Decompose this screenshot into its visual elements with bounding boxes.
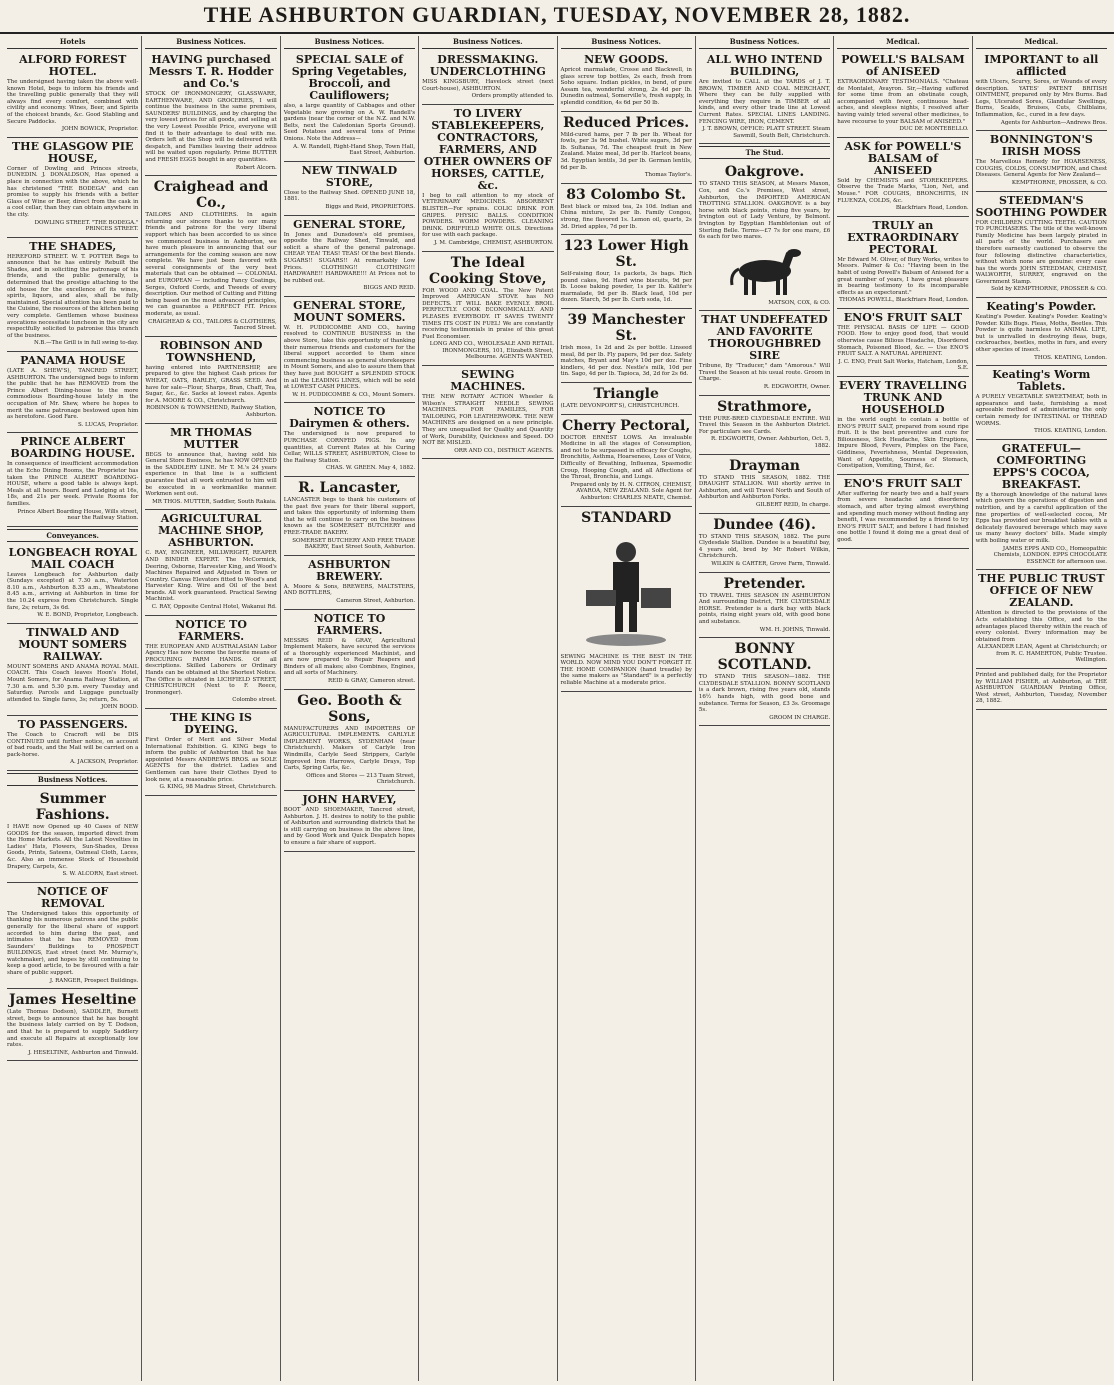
- ad-body: with Ulcers, Scurvy, Sores, or Wounds of every description. YATES' PATENT BRITISH OINTMENT, prepared only by Mrs Burns. Bad Legs, Ulcerated Sores, Glandular Swellings, Burns, Scalds, Bruises, Cuts, Chilblains, Inflammation, &c., cured in a few days.: [975, 79, 1107, 118]
- ad-body: TAILORS AND CLOTHIERS. In again returning our sincere thanks to our many friends and patrons for the very liberal support which has been accorded to us since we commenced business in Ashburton, we have much pleasure in announcing that our arrangements for the coming season are now complete. We have just been favored with several consignments of the very best materials that can be obtained — COLONIAL and EUROPEAN — including Fancy Coatings, Serges, Oxford Cords, and Tweeds of every description. Our method of Cutting and Fitting being based on the most advanced principles, we can guarantee a PERFECT FIT. Prices moderate, as usual.: [145, 212, 277, 318]
- ad-body: Tribune, By "Traducer," dam "Amorous." Will Travel the Season at his usual route. Groom in Charge.: [698, 363, 831, 383]
- ad-title: James Heseltine: [9, 992, 137, 1009]
- ad-body: BEGS to announce that, having sold his General Store Business, he has NOW OPENED in the SADDLERY LINE. Mr T. M.'s 24 years experience in that line is a sufficient guarantee that all work entrusted to him will be executed in a workmanlike manner. Workmen sent out.: [145, 451, 277, 498]
- ad-body: THE EUROPEAN AND AUSTRALASIAN Labor Agency Has now become the favorite means of PROCURING FARM HANDS. Of all descriptions. Skilled Laborers or Ordinary Hands can be obtained at the Shortest Notice. The Office is situated in LICHFIELD STREET, CHRISTCHURCH (Next to F. Reece, Ironmonger).: [145, 643, 277, 696]
- ad-title: Drayman: [729, 457, 800, 474]
- ad-title: Dundee (46).: [713, 516, 816, 533]
- ad-signature: THOS. KEATING, London.: [1034, 354, 1107, 361]
- advertisement: [284, 690, 415, 791]
- ad-title: ASK for POWELL'S BALSAM of ANISEED: [844, 139, 962, 177]
- ad-signature: JAMES EPPS AND CO., Homeopathic Chemists, LONDON. EPPS CHOCOLATE ESSENCE for afternoon use.: [993, 545, 1107, 565]
- ad-signature: LONG AND CO., WHOLESALE AND RETAIL IRONMONGERS, 101, Elizabeth Street, Melbourne. AGENTS WANTED.: [429, 341, 554, 361]
- column-header: Business Notices.: [699, 36, 830, 49]
- column-header: Medical.: [976, 36, 1107, 49]
- advertisement: [422, 105, 553, 252]
- horse-illustration: [720, 243, 810, 298]
- ad-title: THE PUBLIC TRUST OFFICE OF NEW ZEALAND.: [978, 572, 1105, 610]
- ad-body: Attention is directed to the provisions of the Acts establishing this Office, and to the advantages placed thereby within the reach of every colonist. Every information may be obtained from: [975, 610, 1107, 643]
- advertisement: [699, 573, 830, 639]
- ad-title: Pretender.: [723, 575, 806, 592]
- advertisement: [7, 138, 138, 238]
- ad-title: NOTICE TO FARMERS.: [175, 617, 247, 643]
- ad-signature: J. M. Cambridge, CHEMIST, ASHBURTON.: [434, 239, 554, 246]
- column-6: [696, 36, 834, 1381]
- ad-body: MESSRS REID & GRAY, Agricultural Implement Makers, have secured the services of a thoroughly experienced Machinist, and are now prepared to Repair Reapers and Binders of all makes; also Combines, Engines, and all sorts of Machinery.: [283, 637, 416, 677]
- ad-body: A. Moore & Sons, BREWERS, MALTSTERS, AND BOTTLERS,: [283, 583, 416, 597]
- ad-body: DOCTOR ERNEST LOWS. An invaluable Medicine in all the stages of Consumption, and not to be surpassed in efficacy for Coughs, Bronchitis, Asthma, Hoarseness, Loss of Voice, Difficulty of Breathing, Influenza, Spasmodic Croup, Hooping Cough, and all Affections of the Throat, Bronchia, and Lungs.: [560, 434, 692, 481]
- advertisement: [422, 252, 553, 367]
- ad-title: DRESSMAKING. UNDERCLOTHING: [429, 53, 546, 78]
- ad-title: SEWING MACHINES.: [450, 368, 526, 394]
- advertisement: [7, 624, 138, 716]
- ad-body: EXTRAORDINARY TESTIMONIALS. "Chateau de Montalet, Avayron. Sir,—Having suffered for some time from an obstinate cough, accompanied with fever, continuous head-aches, and sleepless nights, I resolved after having vainly tried several other medicines, to have recourse to your BALSAM of ANISEED.": [837, 79, 969, 125]
- ad-title: Strathmore,: [717, 398, 813, 415]
- ad-title: THE SHADES,: [29, 239, 117, 253]
- advertisement: [422, 51, 553, 105]
- ad-title: GENERAL STORE, MOUNT SOMERS.: [293, 298, 406, 324]
- ad-body: C. RAY, ENGINEER, MILLWRIGHT, REAPER AND BINDER EXPERT. The McCormick, Deering, Osborne, Harvester King, and Wood's Machines Repaired and Adjusted in Town or Country. Canvas Elevators fitted to Wood's and Harvester King. Wire and Oil of the best brands. All work guaranteed. Practical Sewing Machinist.: [145, 550, 277, 603]
- ad-body: TO STAND THIS SEASON, 1882. THE DRAUGHT STALLION. Will shortly arrive in Ashburton, and will Travel North and South of Ashburton and Ashburton Forks.: [698, 474, 831, 501]
- ad-title: LONGBEACH ROYAL MAIL COACH: [8, 545, 137, 571]
- ad-signature: DUC DE MONTEBELLO.: [899, 126, 969, 133]
- ad-signature: A. JACKSON, Proprietor.: [70, 759, 139, 766]
- advertisement: [7, 544, 138, 624]
- ad-signature: JOHN BOOD.: [101, 704, 139, 711]
- ad-body: Are invited to CALL at the YARDS of J. T. BROWN, TIMBER AND COAL MERCHANT, Where they can be fully supplied with everything they require in TIMBER of all kinds, and every other trade line at Lowest Current Rates. SPECIAL LINES LANDING. FENCING WIRE, IRON, CEMENT.: [698, 79, 831, 125]
- ad-title: ENO'S FRUIT SALT: [843, 310, 963, 324]
- ad-signature: ORR AND CO., DISTRICT AGENTS.: [454, 447, 554, 454]
- ad-signature: Prepared only by H. N. CITRON, CHEMIST, AVAROA, NEW ZEALAND. Sole Agent for Ashburton: CHARLES NEATE, Chemist.: [570, 481, 692, 501]
- ad-title: 83 Colombo St.: [566, 186, 687, 203]
- advertisement: [561, 415, 692, 507]
- ad-signature: KEMPTHORNE, PROSSER, & CO.: [1011, 179, 1107, 186]
- ad-body: THE NEW ROTARY ACTION Wheeler & Wilson's STRAIGHT NEEDLE SEWING MACHINES. FOR FAMILIES, FOR TAILORING, FOR LEATHERWORK. THE NEW MACHINES are designed on a new principle. They are unequalled for Quality and Quantity of Work, Durability, Quickness and Speed. DO NOT BE MISLED.: [422, 394, 554, 447]
- ad-title: AGRICULTURAL MACHINE SHOP, ASHBURTON.: [158, 512, 264, 550]
- ad-title: BONNY SCOTLAND.: [717, 641, 812, 674]
- ad-title: STANDARD: [581, 509, 672, 526]
- advertisement: [284, 556, 415, 610]
- advertisement: [976, 366, 1107, 440]
- ad-title: PRINCE ALBERT BOARDING HOUSE.: [10, 435, 135, 461]
- ad-body: Corner of Dowling and Princes streets, DUNEDIN. J. DONALDSON, Has opened a place in connection with the above, which he has christened "THE BODEGA" and can promise to supply his friends with a better Glass of Wine or Beer, direct from the cask in a cool cellar, than they can obtain anywhere in the city.: [7, 165, 139, 218]
- ad-body: MANUFACTURERS AND IMPORTERS OF AGRICULTURAL IMPLEMENTS. CARLYLE IMPLEMENT WORKS, SYDENHAM (near Christchurch). Makers of Carlyle Iron Windmills, Carlyle Seed Strippers, Carlyle Improved Iron Harrows, Carlyle Drays, Top Carts, Spring Carts, &c.: [283, 725, 416, 772]
- ad-title: ROBINSON AND TOWNSHEND,: [159, 338, 263, 364]
- ad-body: Self-raising flour, 1s packets, 3s bags. Rich pound cakes, 9d. Hard wine biscuits, 9d per lb. Loose baking powder, 1s per lb. Kalifer's marmalade, 9d per lb. Black lead, 10d per dozen. Starch, 5d per lb. Curb soda, 1d.: [560, 271, 692, 304]
- column-header: Medical.: [837, 36, 968, 49]
- advertisement: [7, 51, 138, 138]
- advertisement: [284, 51, 415, 162]
- ad-body: A PURELY VEGETABLE SWEETMEAT, both in appearance and taste, furnishing a most agreeable method of administering the only certain remedy for INTESTINAL or THREAD WORMS.: [975, 394, 1107, 427]
- advertisement: [561, 309, 692, 383]
- ad-body: After suffering for nearly two and a half years from severe headache and disordered stomach, and after trying almost everything and spending much money without finding any benefit, I was recommended by a friend to try ENO'S FRUIT SALT, and before I had finished one bottle I found it doing me a great deal of good.: [837, 490, 969, 543]
- ad-signature: W. E. BOND, Proprietor, Longbeach.: [37, 612, 139, 619]
- advertisement: [7, 352, 138, 433]
- advertisement: [561, 383, 692, 415]
- advertisement: [837, 138, 968, 217]
- column-8: [973, 36, 1110, 1381]
- ad-body: The Marvellous Remedy for HOARSENESS, COUGHS, COLDS, CONSUMPTION, and Chest Diseases. General Agents for New Zealand—: [975, 159, 1107, 179]
- advertisement: [145, 337, 276, 424]
- ad-title: ALFORD FOREST HOTEL.: [19, 53, 127, 78]
- ad-title: Keating's Powder.: [986, 300, 1097, 314]
- advertisement: [145, 176, 276, 337]
- ad-title: ALL WHO INTEND BUILDING,: [706, 53, 823, 78]
- advertisement: [145, 616, 276, 709]
- ad-signature: REID & GRAY, Cameron street.: [327, 678, 416, 685]
- ad-body: Keating's Powder. Keating's Powder. Keating's Powder. Kills Bugs. Fleas, Moths, Beetles. This Powder is quite harmless to ANIMAL LIFE, but is unrivalled in destroying fleas, bugs, cockroaches, beetles, moths in furs, and every other species of insect.: [975, 314, 1107, 354]
- ad-title: Triangle: [593, 386, 659, 403]
- advertisement: [7, 716, 138, 771]
- advertisement: [284, 297, 415, 404]
- ad-signature: Robert Alcorn.: [235, 164, 277, 171]
- ad-title: MR THOMAS MUTTER: [170, 425, 253, 451]
- ad-title: 123 Lower High St.: [563, 238, 689, 271]
- column-4: [419, 36, 557, 1381]
- man-with-sewing-machine-illustration: [571, 530, 681, 650]
- ad-signature: CHAS. W. GREEN. May 4, 1882.: [325, 465, 416, 472]
- ad-title: Craighead and Co.,: [153, 179, 269, 212]
- advertisement: [699, 514, 830, 573]
- ad-body: Printed and published daily, for the Proprietor by WILLIAM FISHER, at Ashburton, at THE ASHBURTON GUARDIAN Printing Office, West street, Ashburton, Tuesday, November 28, 1882.: [975, 672, 1107, 705]
- ad-signature: Biggs and Reid, PROPRIETORS.: [325, 203, 416, 210]
- ad-body: having entered into PARTNERSHIP, are prepared to give the highest Cash prices for WHEAT, OATS, BARLEY, GRASS SEED. And have for sale—Flour, Sharps, Bran, Chaff, Tea, Sugar, &c., &c. Sacks at lowest rates. Agents for A. MOORE & CO., Christchurch.: [145, 364, 277, 404]
- ad-signature: J. T. BROWN, OFFICE: PLATT STREET. Steam Sawmill, South Belt, Christchurch.: [702, 126, 831, 139]
- ad-signature: MATSON, COX, & CO.: [768, 299, 831, 306]
- ad-signature: Colombo street.: [232, 697, 277, 704]
- ad-title: TO LIVERY STABLEKEEPERS, CONTRACTORS, FARMERS, AND OTHER OWNERS OF HORSES, CATTLE, &c.: [423, 106, 552, 192]
- ad-signature: Thomas Taylor's.: [644, 172, 692, 179]
- ad-signature: WILKIN & CARTER, Grove Farm, Tinwald.: [711, 560, 831, 567]
- ad-signature: A. W. Randell, Right-Hand Shop, Town Hall, East Street, Ashburton.: [293, 143, 416, 157]
- ad-signature: Sold by KEMPTHORNE, PROSSER & CO.: [991, 286, 1107, 293]
- ad-body: First Order of Merit and Silver Medal International Exhibition. G. KING begs to inform the public of Ashburton that he has appointed Messrs ANDREWS BROS. as SOLE AGENTS for the district. Ladies and Gentlemen can have their Clothes Dyed to look new, at a reasonable price.: [145, 737, 277, 783]
- column-2: [142, 36, 280, 1381]
- ad-signature: R. EDGWORTH, Owner. Ashburton, Oct. 5, 1882.: [710, 436, 831, 450]
- column-header: Business Notices.: [284, 36, 415, 49]
- ad-signature: Offices and Stores — 213 Tuam Street, Christchurch.: [306, 772, 416, 786]
- ad-body: Irish moss, 1s 2d and 2s per bottle. Linseed meal, 8d per lb. Fly papers, 9d per doz. Safety matches, Bryant and May's 10d per doz. Fine kindlers, 4d per doz. Nestle's milk, 10d per tin. Sago, 4d per lb. Tapioca, 3d, 2d for 2s 6d.: [560, 345, 692, 378]
- advertisement: [699, 311, 830, 395]
- advertisement: [699, 396, 830, 455]
- ad-title: Oakgrove.: [724, 164, 805, 181]
- ad-title: NOTICE TO Dairymen & others.: [289, 405, 410, 431]
- advertisement: [561, 112, 692, 184]
- column-3: [281, 36, 419, 1381]
- advertisement: [7, 238, 138, 352]
- ad-body: Apricot marmalade, Crosse and Blackwell, in glass screw top bottles, 2s each, fresh from Soho square. Indian pickles, in bend, of pure Assam tea, wonderful strong, 2s 4d per lb. Dunedin oatmeal, Somerville's, fresh supply, in splendid condition, 4s 6d per 50 lb.: [560, 67, 692, 106]
- ad-signature: S. LUCAS, Proprietor.: [77, 421, 139, 428]
- advertisement: [976, 669, 1107, 710]
- ad-signature: Agents for Ashburton—Andrews Bros.: [1000, 119, 1107, 126]
- ad-signature: Blackfriars Road, London.: [895, 205, 969, 212]
- advertisement: [7, 788, 138, 883]
- ad-title: ENO'S FRUIT SALT: [843, 476, 963, 490]
- ad-signature: DOWLING STREET. "THE BODEGA." PRINCES STREET.: [34, 219, 139, 233]
- ad-title: NEW GOODS.: [584, 53, 669, 66]
- ad-title: NOTICE OF REMOVAL: [37, 884, 109, 910]
- advertisement: [561, 51, 692, 112]
- ad-signature: THOS. KEATING, London.: [1034, 428, 1107, 435]
- advertisement: [976, 570, 1107, 669]
- ad-title: IMPORTANT to all afflicted: [984, 53, 1099, 78]
- section-heading: Conveyances.: [7, 529, 138, 542]
- advertisement: [284, 610, 415, 690]
- ad-signature: G. KING, 98 Madras Street, Christchurch.: [159, 784, 277, 791]
- ad-body: FOR WOOD AND COAL. The New Patent Improved AMERICAN STOVE has NO DEFECTS. IT WILL BAKE EVENLY. BROIL PERFECTLY. COOK ECONOMICALLY. AND PLEASES EVERYBODY. IT SAVES TWENTY TIMES ITS COST IN FUEL! We are constantly receiving testimonials in praise of this great Fuel Economiser.: [422, 287, 554, 340]
- ad-signature: J. RANGER, Prospect Buildings.: [49, 977, 139, 984]
- ad-body: I HAVE now Opened up 40 Cases of NEW GOODS for the season, imported direct from the Home Markets. All the Latest Novelties in Ladies' Hats, Flowers, Sun-Shades, Dress Goods, Prints, Sateens, Oatmeal Cloth, Laces, &c. Also an immense Stock of Household Drapery, Carpets, &c.: [7, 823, 139, 870]
- ad-signature: C. RAY, Opposite Central Hotel, Wakanui Rd.: [151, 604, 277, 611]
- ad-body: In consequence of insufficient accommodation at the Echo Dining Rooms, the Proprietor has taken the PRINCE ALBERT BOARDING-HOUSE, where a good table is always kept. Meals at all hours. Board and Lodging at 16s, 18s, and 21s per week. Private Rooms for families.: [7, 461, 139, 507]
- ad-signature: WM. H. JOHNS, Tinwald.: [759, 626, 831, 633]
- ad-title: Cherry Pectoral,: [562, 417, 691, 434]
- advertisement: [976, 131, 1107, 191]
- ad-signature: Orders promptly attended to.: [471, 93, 554, 100]
- column-header: Hotels: [7, 36, 138, 49]
- section-heading: Business Notices.: [7, 773, 138, 786]
- column-header: Business Notices.: [422, 36, 553, 49]
- ad-body: (Late Thomas Dodson), SADDLER, Burnett street, begs to announce that he has bought the business lately carried on by T. Dodson, and that he is prepared to supply Saddlery and execute all Repairs at exceptionally low rates.: [7, 1009, 139, 1049]
- ad-body: W. H. PUDDICOMBE AND CO., having resolved to CONTINUE BUSINESS in the above Store, take this opportunity of thanking their numerous friends and customers for the liberal support accorded to them since commencing business as general storekeepers in Mount Somers, and also to assure them that they have just BOUGHT a SPLENDID STOCK in all the LEADING LINES, which will be sold at LOWEST CASH PRICES.: [283, 324, 416, 391]
- column-header: Business Notices.: [561, 36, 692, 49]
- ad-title: THAT UNDEFEATED AND FAVORITE THOROUGHBRED SIRE: [701, 313, 828, 363]
- ad-title: GRATEFUL—COMFORTING EPPS'S COCOA, BREAKFAST.: [992, 441, 1090, 491]
- advertisement: [561, 184, 692, 235]
- ad-body: MISS KINGSBURY, Havelock street (next Court-house), ASHBURTON.: [422, 79, 554, 92]
- ad-title: SPECIAL SALE of Spring Vegetables, Broccoli, and Cauliflowers;: [291, 53, 408, 102]
- ad-signature: JOHN BOWICK, Proprietor.: [61, 126, 139, 133]
- advertisement: [7, 989, 138, 1061]
- ad-title: TRULY an EXTRAORDINARY PECTORAL: [847, 218, 959, 256]
- ad-body: The Undersigned takes this opportunity of thanking his numerous patrons and the public generally for the liberal share of support accorded to him during the past, and intimates that he has REMOVED from Saunders' Buildings to PROSPECT BUILDINGS, East street (next Mr. Murray's, watchmaker), and hopes by still continuing to keep a good article, to be favoured with a fair share of public support.: [7, 910, 139, 977]
- advertisement: [145, 424, 276, 511]
- ad-body: LANCASTER begs to thank his customers of the past five years for their liberal support, and takes this opportunity of informing them that he will continue to carry on the business known as the SOMERSET BUTCHERY and FREE-TRADE BAKERY.: [283, 496, 416, 536]
- ad-signature: GROOM IN CHARGE.: [769, 714, 831, 721]
- advertisement: [976, 440, 1107, 571]
- advertisement: [699, 455, 830, 514]
- column-7: [834, 36, 972, 1381]
- ad-body: The undersigned having taken the above well-known Hotel, begs to inform his friends and the travelling public generally that they will always find every comfort, combined with civility and economy. Wines, Beer, and Spirits of the choicest brands, &c. Good Stabling and Secure Paddocks.: [7, 79, 139, 125]
- ad-title: ASHBURTON BREWERY.: [308, 557, 391, 583]
- ad-signature: ROBINSON & TOWNSHEND, Railway Station, Ashburton.: [146, 405, 277, 418]
- ad-signature: Prince Albert Boarding House, Wills street, near the Railway Station.: [17, 508, 139, 522]
- ad-body: HEREFORD STREET. W. T. POTTER Begs to announce that he has entirely Rebuilt the Shades, and in soliciting the patronage of his friends, and the public generally, is determined that the prestige attaching to the old house for the excellence of its wines, spirits, liquors, and ales, shall be fully maintained. Special attention has been paid to the Cuisine, the resources of the kitchen being very complete. Gentlemen whose business avocations necessitate luncheon in the city are respectfully solicited to patronise this branch of the business.: [7, 253, 139, 339]
- advertisement: [976, 192, 1107, 299]
- ad-body: Best black or mixed tea, 2s 10d. Indian and China mixture, 2s per lb. Family Congou, strong, fine flavored 1s. Lemon oil, quarts, 2s 3d. Dried apples, 7d per lb.: [560, 203, 692, 230]
- ad-title: STEEDMAN'S SOOTHING POWDER: [975, 193, 1108, 219]
- ad-title: THE KING IS DYEING.: [170, 711, 252, 736]
- newspaper-columns: [4, 36, 1110, 1381]
- ad-body: FOR CHILDREN CUTTING TEETH. CAUTION TO PURCHASERS. The title of the well-known Family Medicine has been largely pirated in all parts of the world. Purchasers are therefore earnestly cautioned to observe the four following distinctive characteristics, without which none are genuine: every case has the words JOHN STEEDMAN, CHEMIST, WALWORTH, SURREY, engraved on the Government Stamp.: [975, 219, 1107, 285]
- ad-signature: MR THOS. MUTTER, Saddler, South Rakaia.: [152, 498, 277, 505]
- advertisement: [284, 477, 415, 556]
- ad-body: TO STAND THIS SEASON, at Messrs Maxon, Cox, and Co.'s Premises, West street, Ashburton, the IMPORTED AMERICAN TROTTING STALLION. OAKGROVE is a bay horse with black points, rising five years, by Irvington out of Lady Venture, by Belmont. Irvington by Egyptian Hambletonian out of Sterling Belle. Terms—£7 7s for one mare, £6 6s each for two mares.: [698, 181, 831, 241]
- ad-signature: J. C. ENO, Fruit Salt Works, Hatcham, London, S.E.: [838, 358, 969, 372]
- ad-body: Mr Edward M. Oliver, of Bury Works, writes to Messrs. Palmer & Co.: "Having been in the habit of using Powell's Balsam of Aniseed for a great number of years, I have great pleasure in bearing testimony to its incomparable effects as an expectorant.": [837, 256, 969, 296]
- ad-title: PANAMA HOUSE: [20, 354, 126, 367]
- ad-signature: BIGGS AND REID.: [363, 285, 416, 292]
- ad-title: EVERY TRAVELLING TRUNK AND HOUSEHOLD: [839, 379, 967, 417]
- advertisement: [837, 217, 968, 309]
- advertisement: [7, 433, 138, 526]
- advertisement: [837, 475, 968, 549]
- advertisement: [837, 377, 968, 475]
- ad-title: BONNINGTON'S IRISH MOSS: [989, 133, 1093, 159]
- ad-signature: SOMERSET BUTCHERY AND FREE TRADE BAKERY, East Street South, Ashburton.: [292, 537, 416, 551]
- advertisement: [145, 709, 276, 796]
- advertisement: [422, 366, 553, 459]
- ad-signature: J. HESELTINE, Ashburton and Tinwald.: [28, 1049, 139, 1056]
- advertisement: [145, 51, 276, 176]
- ad-title: Keating's Worm Tablets.: [992, 368, 1091, 394]
- advertisement: [699, 638, 830, 726]
- advertisement: [561, 507, 692, 692]
- advertisement: [284, 403, 415, 477]
- ad-title: GENERAL STORE,: [293, 217, 406, 231]
- ad-signature: S. W. ALCORN, East street.: [62, 871, 139, 878]
- ad-body: TO STAND THIS SEASON—1882. THE CLYDESDALE STALLION. BONNY SCOTLAND is a dark brown, rising five years old, stands 16½ hands high, with good bone and substance. Terms for Season, £3 3s. Groomage 5s.: [698, 674, 831, 714]
- ad-body: The Coach to Cracroft will be DIS CONTINUED until further notice, on account of bad roads, and the Mail will be carried on a pack-horse.: [7, 732, 139, 758]
- ad-body: BOOT AND SHOEMAKER, Tancred street, Ashburton. J. H. desires to notify to the public of Ashburton and surrounding districts that he is still carrying on business in the above line, and by Good Work and Quick Despatch hopes to ensure a fair share of support.: [283, 807, 416, 846]
- ad-title: NOTICE TO FARMERS.: [313, 611, 386, 637]
- ad-body: THE PHYSICAL BASIS OF LIFE — GOOD FOOD. How to enjoy good food, that would otherwise cause Bilious Headache, Disordered Stomach, Poisoned Blood, &c. — Use ENO'S FRUIT SALT. A NATURAL APERIENT.: [837, 324, 969, 358]
- ad-title: TINWALD AND MOUNT SOMERS RAILWAY.: [18, 625, 127, 663]
- ad-body: (LATE DEVONPORT'S), CHRISTCHURCH.: [560, 403, 680, 410]
- column-header: Business Notices.: [145, 36, 276, 49]
- ad-body: THE PURE-BRED CLYDESDALE ENTIRE. Will Travel this Season in the Ashburton District. For particulars see Cards.: [698, 415, 831, 435]
- ad-title: HAVING purchased Messrs T. R. Hodder and Co.'s: [148, 53, 274, 90]
- ad-title: Reduced Prices.: [563, 114, 690, 131]
- ad-body: The undersigned is now prepared to PURCHASE CORNFED PIGS. In any quantities, at Current Rates at his Curing Cellar, WILLS STREET, ASHBURTON, Close to the Railway Station.: [283, 431, 416, 464]
- ad-body: In Jones and Dunsdown's old premises, opposite the Railway Shed, Tinwald, and solicit a share of the general patronage. CHEAP. YEA! TEAS! TEAS! Of the best Blends. SUGARS!! SUGARS!! At remarkably Low Prices. CLOTHING!! CLOTHING!!! HARDWARE!! HARDWARE!!! At Prices not to be rubbed out.: [283, 231, 416, 284]
- ad-title: Geo. Booth & Sons,: [297, 692, 402, 725]
- ad-body: By a thorough knowledge of the natural laws which govern the operations of digestion and nutrition, and by a careful application of the fine properties of well-selected cocoa, Mr Epps has provided our breakfast tables with a delicately flavoured beverage which may save us many heavy doctors' bills. Made simply with boiling water or milk.: [975, 491, 1107, 544]
- section-heading: The Stud.: [699, 146, 830, 159]
- advertisement: [284, 216, 415, 297]
- advertisement: [837, 51, 968, 138]
- advertisement: [284, 791, 415, 852]
- ad-signature: ALEXANDER LEAN, Agent at Christchurch; or from R. C. HAMERTON, Public Trustee. Wellington.: [977, 644, 1107, 664]
- advertisement: [976, 298, 1107, 366]
- masthead: [0, 0, 1114, 34]
- ad-signature: GILBERT REID, In charge.: [755, 502, 831, 508]
- ad-body: TO STAND THIS SEASON, 1882. The pure Clydesdale Stallion. Dundee is a beautiful bay, 4 years old, bred by Mr Robert Wilkin, Christchurch.: [698, 533, 831, 560]
- ad-title: POWELL'S BALSAM of ANISEED: [841, 53, 965, 78]
- ad-title: R. Lancaster,: [298, 479, 401, 496]
- ad-signature: CRAIGHEAD & CO., TAILORS & CLOTHIERS, Tancred Street.: [148, 318, 277, 332]
- ad-signature: Cameron Street, Ashburton.: [336, 597, 416, 604]
- masthead-title: THE ASHBURTON GUARDIAN, TUESDAY, NOVEMBER 28, 1882.: [203, 2, 911, 27]
- advertisement: [145, 510, 276, 615]
- ad-body: Mild-cured hams, per 7 lb per lb. Wheat for fowls, per 3s 9d bushel. White sugars, 3d per lb. Sultanas, 7d. The cheapest fruit in New Zealand. Maize meal, 3d per lb. Harlcot beans, 3d. Egyptian lentils, 3d per lb. German lentils, 6d per lb.: [560, 131, 692, 171]
- advertisement: [284, 162, 415, 216]
- ad-title: Summer Fashions.: [35, 790, 110, 823]
- ad-body: SEWING MACHINE IS THE BEST IN THE WORLD. NOW MIND YOU DON'T FORGET IT. THE HOME COMPANION (hand treadle) by the same makers as "Standard" is a perfectly reliable Machine at a moderate price.: [560, 653, 692, 686]
- column-1: [4, 36, 142, 1381]
- ad-body: Sold by CHEMISTS and STOREKEEPERS. Observe the Trade Marks, "Lion, Net, and Mouse." FOR COUGHS, BRONCHITIS, IN FLUENZA, COLDS, &c.: [837, 177, 969, 204]
- ad-body: Close to the Railway Shed. OPENED JUNE 18, 1881.: [283, 189, 416, 203]
- ad-body: (LATE A. SHEW'S), TANCRED STREET, ASHBURTON. The undersigned begs to inform the public that he has REMOVED from the Prince Albert Dining-house to the more commodious Boarding-house lately in the occupation of Mr. Shew, where he hopes to merit the same patronage bestowed upon him as heretofore. Good Fare.: [7, 368, 139, 421]
- ad-signature: N.B.—The Grill is in full swing to-day.: [33, 340, 139, 347]
- advertisement: [561, 235, 692, 309]
- ad-title: JOHN HARVEY,: [302, 793, 397, 806]
- ad-signature: W. H. PUDDICOMBE & CO., Mount Somers.: [292, 391, 416, 398]
- ad-signature: THOMAS POWELL, Blackfriars Road, London.: [839, 297, 969, 304]
- ad-title: TO PASSENGERS.: [17, 718, 128, 731]
- ad-body: I beg to call attention to my stock of VETERINARY MEDICINES. ABSORBENT BLISTER—For sprains. COLIC DRINK FOR GRIPES. PHYSIC BALLS. CONDITION POWDERS. WORM POWDERS. CLEANING DRINK. DRIFFIELD WHITE OILS. Directions for use with each package.: [422, 192, 554, 239]
- ad-body: STOCK OF IRONMONGERY, GLASSWARE, EARTHENWARE, AND GROCERIES, I will continue the business in the same premises, SAUNDERS' BUILDINGS, and by charging the very lowest prices for all goods, and selling at the very Lowest Possible Price, everyone will find it to their advantage to deal with me. Orders left at the Shop will be delivered with despatch, and Families leaving their address will be waited upon regularly. Prime BUTTER and FRESH EGGS bought in any quantities.: [145, 91, 277, 163]
- advertisement: [7, 883, 138, 990]
- advertisement: [699, 161, 830, 311]
- advertisement: [837, 309, 968, 377]
- ad-title: THE GLASGOW PIE HOUSE,: [12, 139, 134, 165]
- ad-body: also, a large quantity of Cabbages and other Vegetable now growing on A. W. Randell's gardens (near the corner of the N.Z. and N.W. Belts, next the Caledonian Sports Ground). Seed Potatoes and several tons of Prime Onions. Note the Address—: [283, 103, 416, 142]
- advertisement: [976, 51, 1107, 131]
- ad-body: in the world ought to contain a bottle of ENO'S FRUIT SALT, prepared from sound ripe fruit. It is the best preventive and cure for Biliousness, Sick Headache, Skin Eruptions, Impure Blood, Fevers, Pimples on the Face, Giddiness, Feverishness, Mental Depression, Want of Appetite, Sourness of Stomach, Constipation, Vomiting, Thirst, &c.: [837, 417, 969, 470]
- ad-body: TO TRAVEL THIS SEASON IN ASHBURTON And surrounding District, THE CLYDESDALE HORSE. Pretender is a dark bay with black points, rising eight years old, with good bone and substance.: [698, 592, 831, 625]
- column-5: [558, 36, 696, 1381]
- ad-title: The Ideal Cooking Stove,: [429, 254, 547, 287]
- advertisement: [699, 51, 830, 144]
- ad-title: NEW TINWALD STORE,: [301, 163, 398, 189]
- ad-body: Leaves Longbeach for Ashburton daily (Sundays excepted) at 7.30 a.m., Waterton 8.10 a.m., Ashburton 8.35 a.m., Wheatstone 8.45 a.m., arriving at Ashburton in time for the 10.24 express from Christchurch. Single fare, 2s; return, 3s 6d.: [7, 571, 139, 611]
- ad-signature: R. EDGWORTH, Owner.: [763, 384, 831, 391]
- ad-title: 39 Manchester St.: [567, 312, 685, 345]
- ad-body: MOUNT SOMERS AND ANAMA ROYAL MAIL COACH. This Coach leaves Hoon's Hotel, Mount Somers, for Anama Railway Station, at 7.30 a.m. and 5.30 p.m. every Tuesday and Saturday. Parcels and Luggage punctually attended to. Single fares, 3s; return, 5s.: [7, 663, 139, 703]
